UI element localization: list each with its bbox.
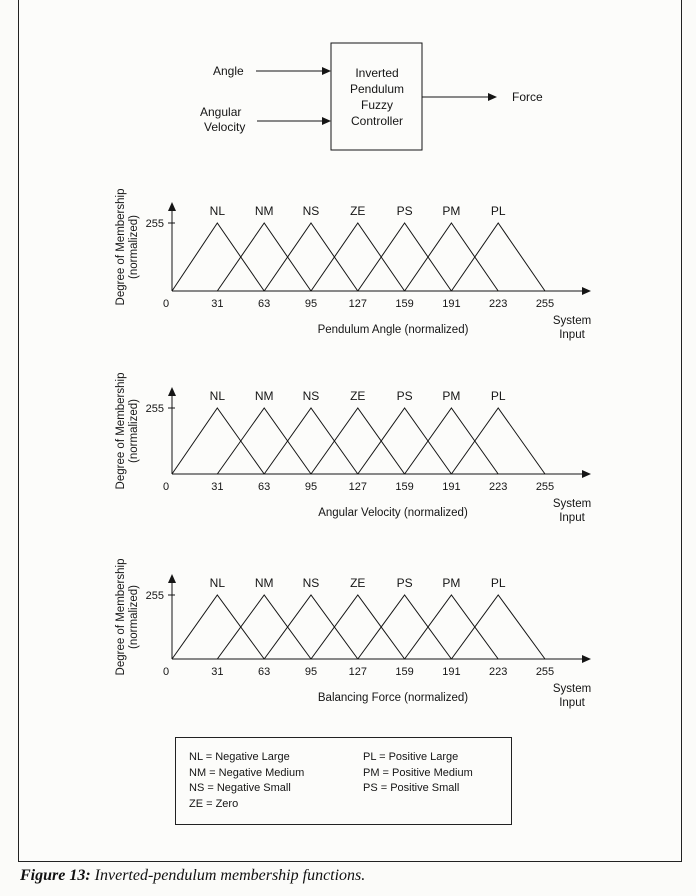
legend-item-ns: NS = Negative Small	[189, 782, 291, 794]
chart2-y-tick-label: 255	[145, 403, 164, 415]
chart1-mf-nm	[217, 223, 311, 291]
chart2-x-tick-63: 63	[258, 481, 271, 493]
legend-item-pm: PM = Positive Medium	[363, 766, 473, 779]
chart2-x-tick-223: 223	[489, 481, 508, 493]
controller-line-2: Pendulum	[349, 82, 405, 96]
chart3-x-tick-223: 223	[489, 666, 508, 678]
chart3-term-label-pl: PL	[490, 576, 506, 590]
legend-item-ps: PS = Positive Small	[363, 782, 460, 794]
chart2-x-label: Angular Velocity (normalized)	[318, 507, 468, 519]
chart2-term-label-nm: NM	[254, 389, 274, 403]
chart3-term-label-ps: PS	[396, 576, 413, 590]
chart3-y-tick-label: 255	[145, 590, 164, 602]
chart3-x-tick-95: 95	[304, 666, 318, 678]
chart3-system-label: System	[552, 683, 592, 695]
chart1-x-tick-63: 63	[258, 298, 271, 310]
chart2-term-label-ps: PS	[396, 389, 413, 403]
chart2-term-label-pl: PL	[490, 389, 506, 403]
chart2-x-tick-159: 159	[395, 481, 414, 493]
velocity-input-label: Velocity	[204, 120, 246, 134]
chart1-x-tick-31: 31	[211, 298, 224, 310]
chart1-system-label: System	[552, 315, 592, 327]
chart1-term-label-nm: NM	[254, 204, 274, 218]
angular-input-label: Angular	[200, 105, 242, 119]
figure-caption	[20, 867, 365, 885]
chart1-y-label-line2: (normalized)	[128, 215, 140, 279]
chart3-mf-ps	[358, 595, 452, 659]
chart2-mf-nm	[217, 408, 311, 474]
chart2-mf-ns	[264, 408, 358, 474]
chart1-x-tick-95: 95	[304, 298, 318, 310]
controller-line-4: Controller	[350, 114, 404, 128]
chart1-mf-pl	[451, 223, 545, 291]
chart3-mf-pm	[405, 595, 499, 659]
chart3-input-label: Input	[559, 697, 585, 709]
chart3-y-label-line2: (normalized)	[128, 585, 140, 649]
chart1-mf-ps	[358, 223, 452, 291]
chart1-x-tick-0: 0	[162, 298, 170, 310]
chart1-x-tick-255: 255	[535, 298, 555, 310]
legend-item-pl: PL = Positive Large	[363, 751, 459, 763]
chart3-term-label-ze: ZE	[350, 576, 366, 590]
chart2-y-label-line1: Degree of Membership	[115, 372, 127, 490]
chart3-mf-pl	[451, 595, 545, 659]
chart1-term-label-pl: PL	[490, 204, 506, 218]
chart3-mf-ze	[311, 595, 405, 659]
chart1-y-tick-label: 255	[145, 218, 164, 230]
legend-item-nm: NM = Negative Medium	[189, 766, 305, 779]
chart3-x-tick-159: 159	[395, 666, 414, 678]
chart2-mf-pm	[405, 408, 499, 474]
chart1-x-tick-223: 223	[489, 298, 508, 310]
chart1-term-label-nl: NL	[209, 204, 226, 218]
chart3-y-label-line1: Degree of Membership	[115, 558, 127, 676]
angle-input-label: Angle	[213, 64, 244, 78]
controller-line-1: Inverted	[355, 66, 399, 80]
chart1-y-label-line1: Degree of Membership	[115, 188, 127, 306]
chart1-mf-pm	[405, 223, 499, 291]
chart3-mf-nm	[217, 595, 311, 659]
chart1-x-tick-127: 127	[348, 298, 367, 310]
chart2-x-tick-31: 31	[211, 481, 224, 493]
controller-line-3: Fuzzy	[360, 98, 394, 112]
chart2-mf-ze	[311, 408, 405, 474]
legend-item-ze: ZE = Zero	[189, 797, 239, 810]
chart2-x-tick-191: 191	[442, 481, 461, 493]
caption-label: Figure 13:	[20, 867, 91, 884]
chart2-mf-ps	[358, 408, 452, 474]
chart1-term-label-ze: ZE	[350, 204, 366, 218]
chart2-term-label-ns: NS	[302, 389, 320, 403]
chart1-x-tick-191: 191	[442, 298, 461, 310]
chart3-mf-ns	[264, 595, 358, 659]
chart3-x-tick-127: 127	[348, 666, 367, 678]
chart3-term-label-nm: NM	[254, 576, 274, 590]
chart1-input-label: Input	[559, 329, 585, 341]
chart2-y-label-line2: (normalized)	[128, 399, 140, 463]
force-output-label: Force	[512, 90, 543, 104]
chart3-term-label-ns: NS	[302, 576, 320, 590]
chart3-term-label-pm: PM	[442, 576, 461, 590]
chart1-mf-nl	[172, 223, 264, 291]
caption-text: Inverted-pendulum membership functions.	[94, 867, 366, 884]
chart2-x-tick-95: 95	[304, 481, 318, 493]
chart1-mf-ns	[264, 223, 358, 291]
chart2-term-label-nl: NL	[209, 389, 226, 403]
chart1-term-label-pm: PM	[442, 204, 461, 218]
chart3-x-tick-0: 0	[162, 666, 170, 678]
chart1-term-label-ps: PS	[396, 204, 413, 218]
chart2-input-label: Input	[559, 512, 585, 524]
chart2-mf-nl	[172, 408, 264, 474]
chart2-x-tick-255: 255	[535, 481, 555, 493]
chart3-x-label: Balancing Force (normalized)	[317, 692, 469, 704]
chart1-mf-ze	[311, 223, 405, 291]
chart2-x-tick-127: 127	[348, 481, 367, 493]
chart2-mf-pl	[451, 408, 545, 474]
chart3-x-tick-31: 31	[211, 666, 224, 678]
chart3-x-tick-191: 191	[442, 666, 461, 678]
legend-box	[175, 737, 512, 825]
chart3-x-tick-63: 63	[258, 666, 271, 678]
controller-box	[331, 43, 422, 150]
chart2-x-tick-0: 0	[162, 481, 170, 493]
chart1-x-label: Pendulum Angle (normalized)	[317, 324, 469, 336]
chart2-system-label: System	[552, 498, 592, 510]
chart2-term-label-ze: ZE	[350, 389, 366, 403]
chart2-term-label-pm: PM	[442, 389, 461, 403]
chart3-mf-nl	[172, 595, 264, 659]
chart3-x-tick-255: 255	[535, 666, 555, 678]
chart1-term-label-ns: NS	[302, 204, 320, 218]
chart1-x-tick-159: 159	[395, 298, 414, 310]
chart3-term-label-nl: NL	[209, 576, 226, 590]
legend-item-nl: NL = Negative Large	[189, 751, 290, 763]
